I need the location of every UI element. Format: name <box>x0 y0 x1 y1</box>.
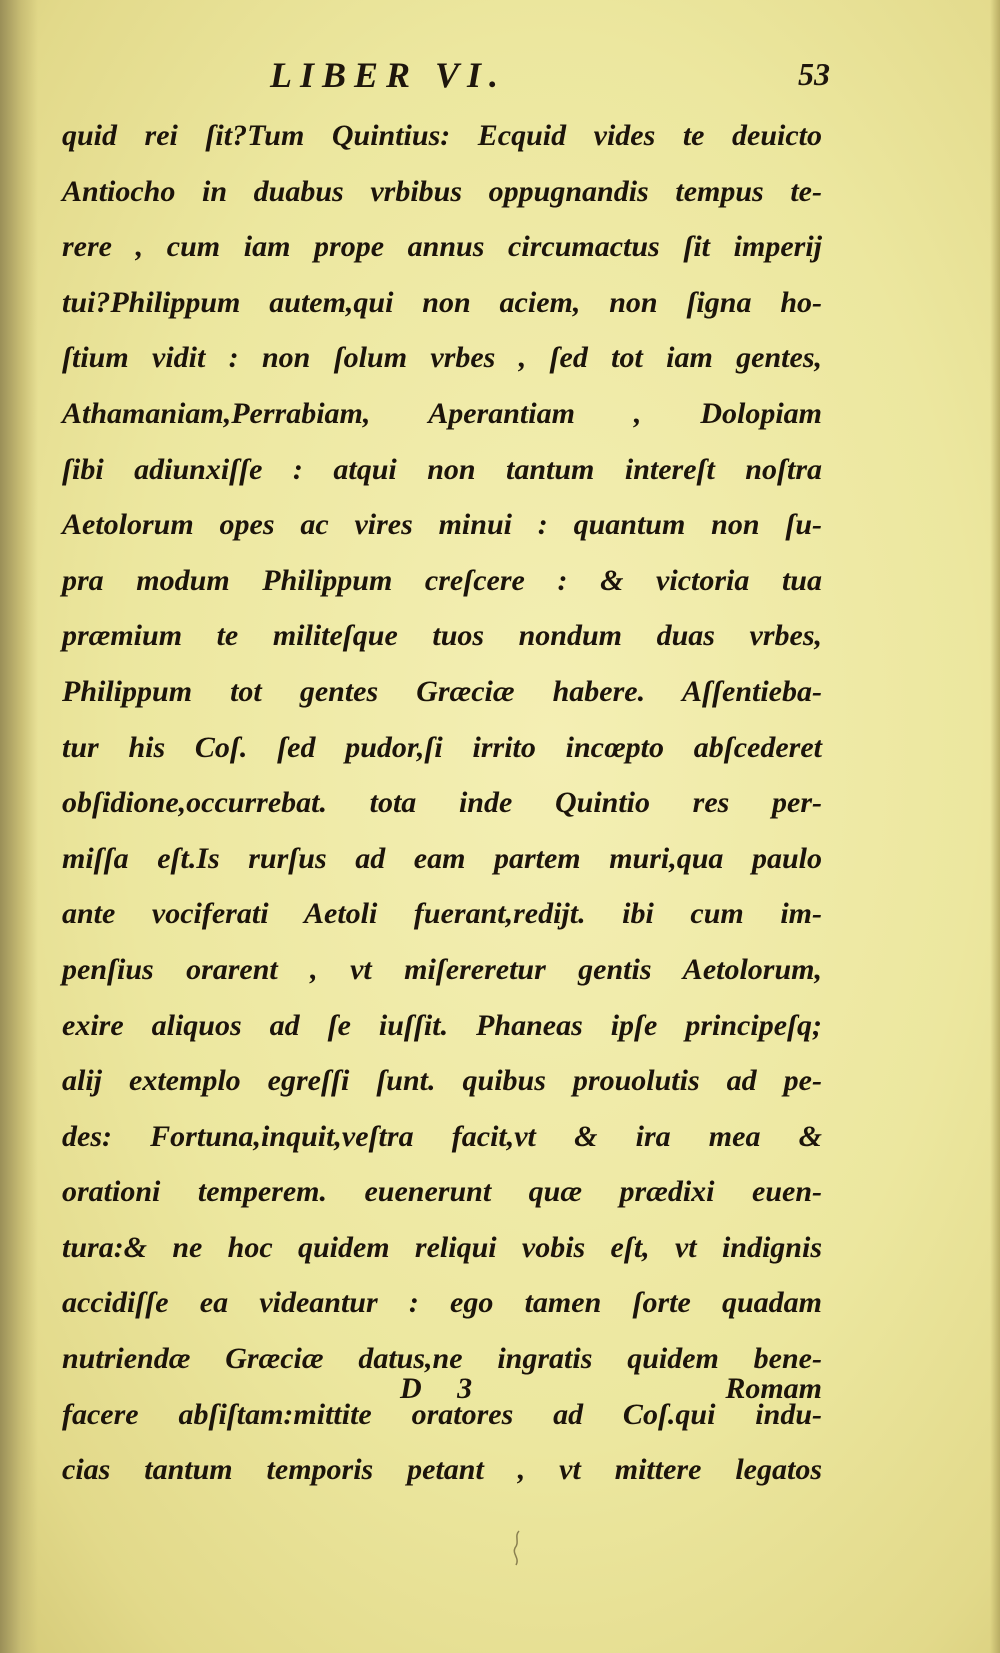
text-line: Aetolorum opes ac vires minui : quantum non ſu- <box>62 508 822 542</box>
text-line: quid rei ſit?Tum Quintius: Ecquid vides te deuicto <box>62 119 822 152</box>
text-line: des: Fortuna,inquit,veſtra facit,vt & ira mea & <box>62 1119 822 1153</box>
catchword: Romam <box>725 1372 822 1405</box>
text-line: ſtium vidit : non ſolum vrbes , ſed tot iam gentes, <box>62 341 822 375</box>
text-line: exire aliquos ad ſe iuſſit. Phaneas ipſe principeſq; <box>62 1008 822 1042</box>
text-line: cias tantum temporis petant , vt mittere legatos <box>62 1453 822 1487</box>
text-line: pra modum Philippum creſcere : & victoria tua <box>62 563 822 597</box>
text-line: ſibi adiunxiſſe : atqui non tantum intereſt noſtra <box>62 452 822 486</box>
text-line: obſidione,occurrebat. tota inde Quintio res per- <box>62 786 822 820</box>
text-line: tura:& ne hoc quidem reliqui vobis eſt, vt indignis <box>62 1230 822 1264</box>
text-line: Athamaniam,Perrabiam, Aperantiam , Dolopiam <box>62 396 822 430</box>
text-line: orationi temperem. euenerunt quæ prædixi euen- <box>62 1175 822 1209</box>
gutter-shadow <box>0 0 38 1653</box>
page-number: 53 <box>798 56 830 92</box>
text-line: nutriendæ Græciæ datus,ne ingratis quidem bene- <box>62 1342 822 1376</box>
text-line: facere abſiſtam:mittite oratores ad Coſ.qui indu- <box>62 1397 822 1431</box>
text-line: accidiſſe ea videantur : ego tamen ſorte quadam <box>62 1286 822 1320</box>
text-line: penſius orarent , vt miſereretur gentis Aetolorum, <box>62 952 822 986</box>
text-line: miſſa eſt.Is rurſus ad eam partem muri,qua paulo <box>62 841 822 875</box>
running-head <box>60 54 830 100</box>
text-line: tur his Coſ. ſed pudor,ſi irrito incœpto abſcederet <box>62 730 822 764</box>
running-title: LIBER VI. <box>270 55 507 95</box>
text-line: præmium te militeſque tuos nondum duas vrbes, <box>62 619 822 653</box>
ink-mark-icon <box>512 1530 522 1566</box>
signature-mark: D 3 <box>400 1372 487 1405</box>
text-line: rere , cum iam prope annus circumactus ſit imperij <box>62 230 822 264</box>
text-line: Antiocho in duabus vrbibus oppugnandis tempus te- <box>62 174 822 208</box>
text-line: alij extemplo egreſſi ſunt. quibus prouolutis ad pe- <box>62 1064 822 1098</box>
page-footer <box>62 1372 822 1422</box>
text-block <box>62 108 822 1498</box>
text-line: Philippum tot gentes Græciæ habere. Aſſentieba- <box>62 674 822 708</box>
page-edge <box>990 0 1000 1653</box>
text-line: tui?Philippum autem,qui non aciem, non ſigna ho- <box>62 285 822 319</box>
text-line: ante vociferati Aetoli fuerant,rediјt. ibi cum im- <box>62 897 822 931</box>
